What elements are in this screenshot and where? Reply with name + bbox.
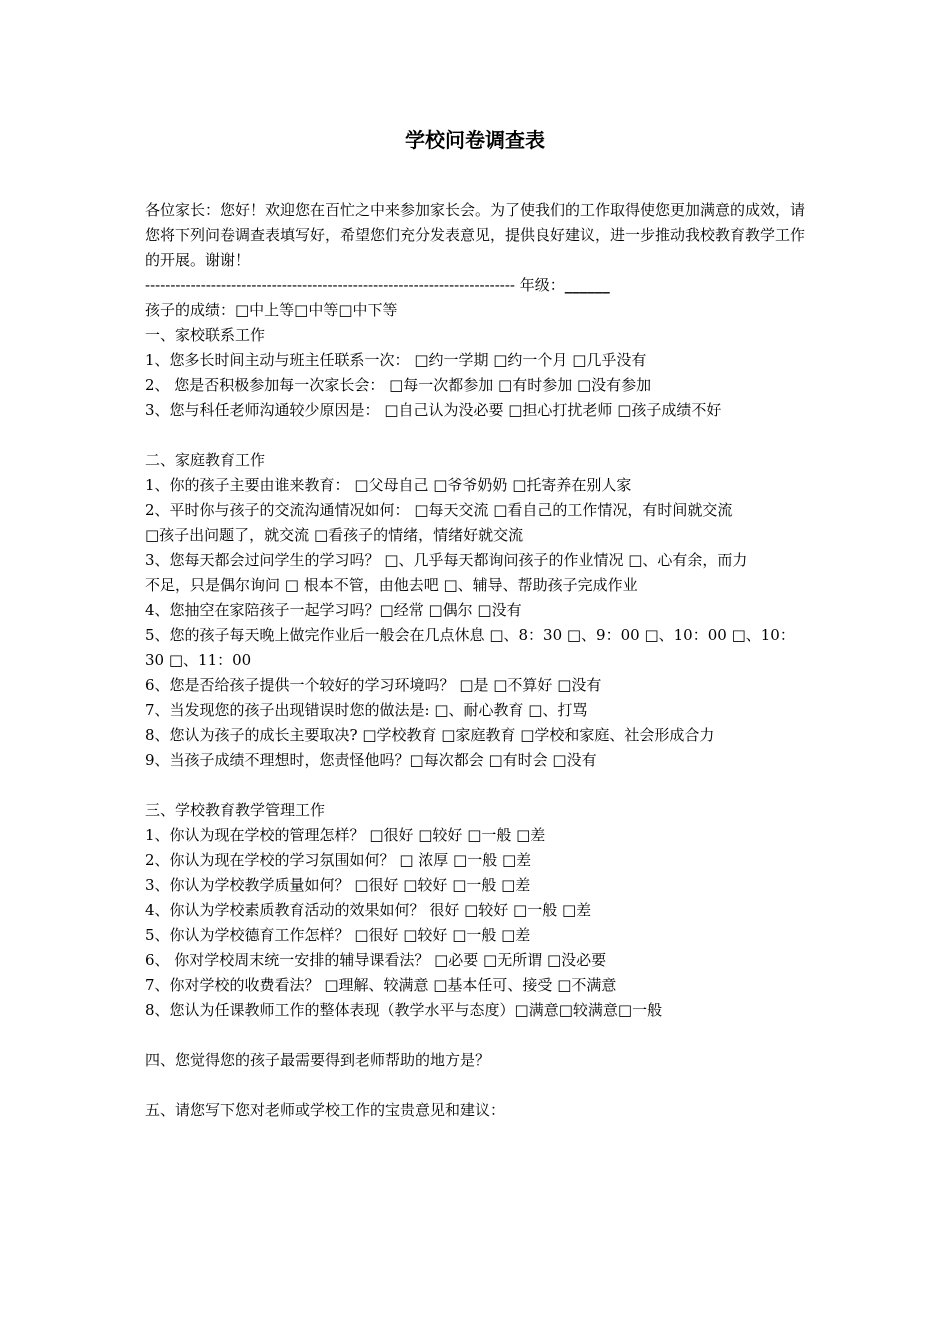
question-line: 9、当孩子成绩不理想时，您责怪他吗？□每次都会 □有时会 □没有 (145, 751, 597, 769)
question-line: 5、你认为学校德育工作怎样？ □很好 □较好 □一般 □差 (145, 926, 531, 944)
score-line: 孩子的成绩：□中上等□中等□中下等 (145, 301, 398, 319)
spacer (145, 423, 810, 448)
question-line: 2、平时你与孩子的交流沟通情况如何： □每天交流 □看自己的工作情况，有时间就交流 (145, 501, 733, 519)
document-title: 学校问卷调查表 (405, 128, 545, 152)
question-line: 4、您抽空在家陪孩子一起学习吗？□经常 □偶尔 □没有 (145, 601, 522, 619)
question-line: 5、您的孩子每天晚上做完作业后一般会在几点休息 □、8：30 □、9：00 □、10：00 □、10： (145, 626, 795, 644)
section1-heading: 一、家校联系工作 (145, 326, 266, 344)
separator-dashes: ------------------------------------------------------------------------- (145, 276, 515, 294)
section3-heading: 三、学校教育教学管理工作 (145, 801, 326, 819)
spacer (145, 1023, 810, 1048)
section5-question: 五、请您写下您对老师或学校工作的宝贵意见和建议： (145, 1101, 506, 1119)
question-line: 2、 您是否积极参加每一次家长会： □每一次都参加 □有时参加 □没有参加 (145, 376, 652, 394)
section4-question: 四、您觉得您的孩子最需要得到老师帮助的地方是？ (145, 1051, 491, 1069)
question-line: 3、你认为学校教学质量如何？ □很好 □较好 □一般 □差 (145, 876, 531, 894)
spacer (145, 773, 810, 798)
question-line: 1、你的孩子主要由谁来教育： □父母自己 □爷爷奶奶 □托寄养在别人家 (145, 476, 632, 494)
question-line: 8、您认为任课教师工作的整体表现（教学水平与态度）□满意□较满意□一般 (145, 1001, 663, 1019)
document-body (145, 198, 810, 1123)
question-line: 8、您认为孩子的成长主要取决? □学校教育 □家庭教育 □学校和家庭、社会形成合力 (145, 726, 715, 744)
intro-paragraph: 各位家长：您好！欢迎您在百忙之中来参加家长会。为了使我们的工作取得使您更加满意的成效，请您将下列问卷调查表填写好，希望您们充分发表意见，提供良好建议，进一步推动我校教育教学工作的开展。谢谢！ (145, 201, 806, 269)
spacer (145, 1073, 810, 1098)
question-line: 4、你认为学校素质教育活动的效果如何？ 很好 □较好 □一般 □差 (145, 901, 592, 919)
grade-line (145, 273, 810, 298)
question-line: 3、您与科任老师沟通较少原因是： □自己认为没必要 □担心打扰老师 □孩子成绩不好 (145, 401, 722, 419)
question-line: 1、你认为现在学校的管理怎样？ □很好 □较好 □一般 □差 (145, 826, 546, 844)
question-line: 不足，只是偶尔询问 □ 根本不管，由他去吧 □、辅导、帮助孩子完成作业 (145, 576, 638, 594)
question-line: 1、您多长时间主动与班主任联系一次： □约一学期 □约一个月 □几乎没有 (145, 351, 647, 369)
question-line: □孩子出问题了，就交流 □看孩子的情绪，情绪好就交流 (145, 526, 524, 544)
question-line: 7、当发现您的孩子出现错误时您的做法是: □、耐心教育 □、打骂 (145, 701, 588, 719)
grade-blank[interactable]: ______ (564, 276, 610, 294)
question-line: 3、您每天都会过问学生的学习吗？ □、几乎每天都询问孩子的作业情况 □、心有余，而力 (145, 551, 748, 569)
question-line: 6、 你对学校周末统一安排的辅导课看法？ □必要 □无所谓 □没必要 (145, 951, 607, 969)
question-line: 6、您是否给孩子提供一个较好的学习环境吗？ □是 □不算好 □没有 (145, 676, 602, 694)
question-line: 2、你认为现在学校的学习氛围如何？ □ 浓厚 □一般 □差 (145, 851, 532, 869)
grade-label: 年级： (515, 276, 565, 294)
question-line: 7、你对学校的收费看法？ □理解、较满意 □基本任可、接受 □不满意 (145, 976, 617, 994)
section2-heading: 二、家庭教育工作 (145, 451, 266, 469)
question-line: 30 □、11：00 (145, 651, 252, 669)
